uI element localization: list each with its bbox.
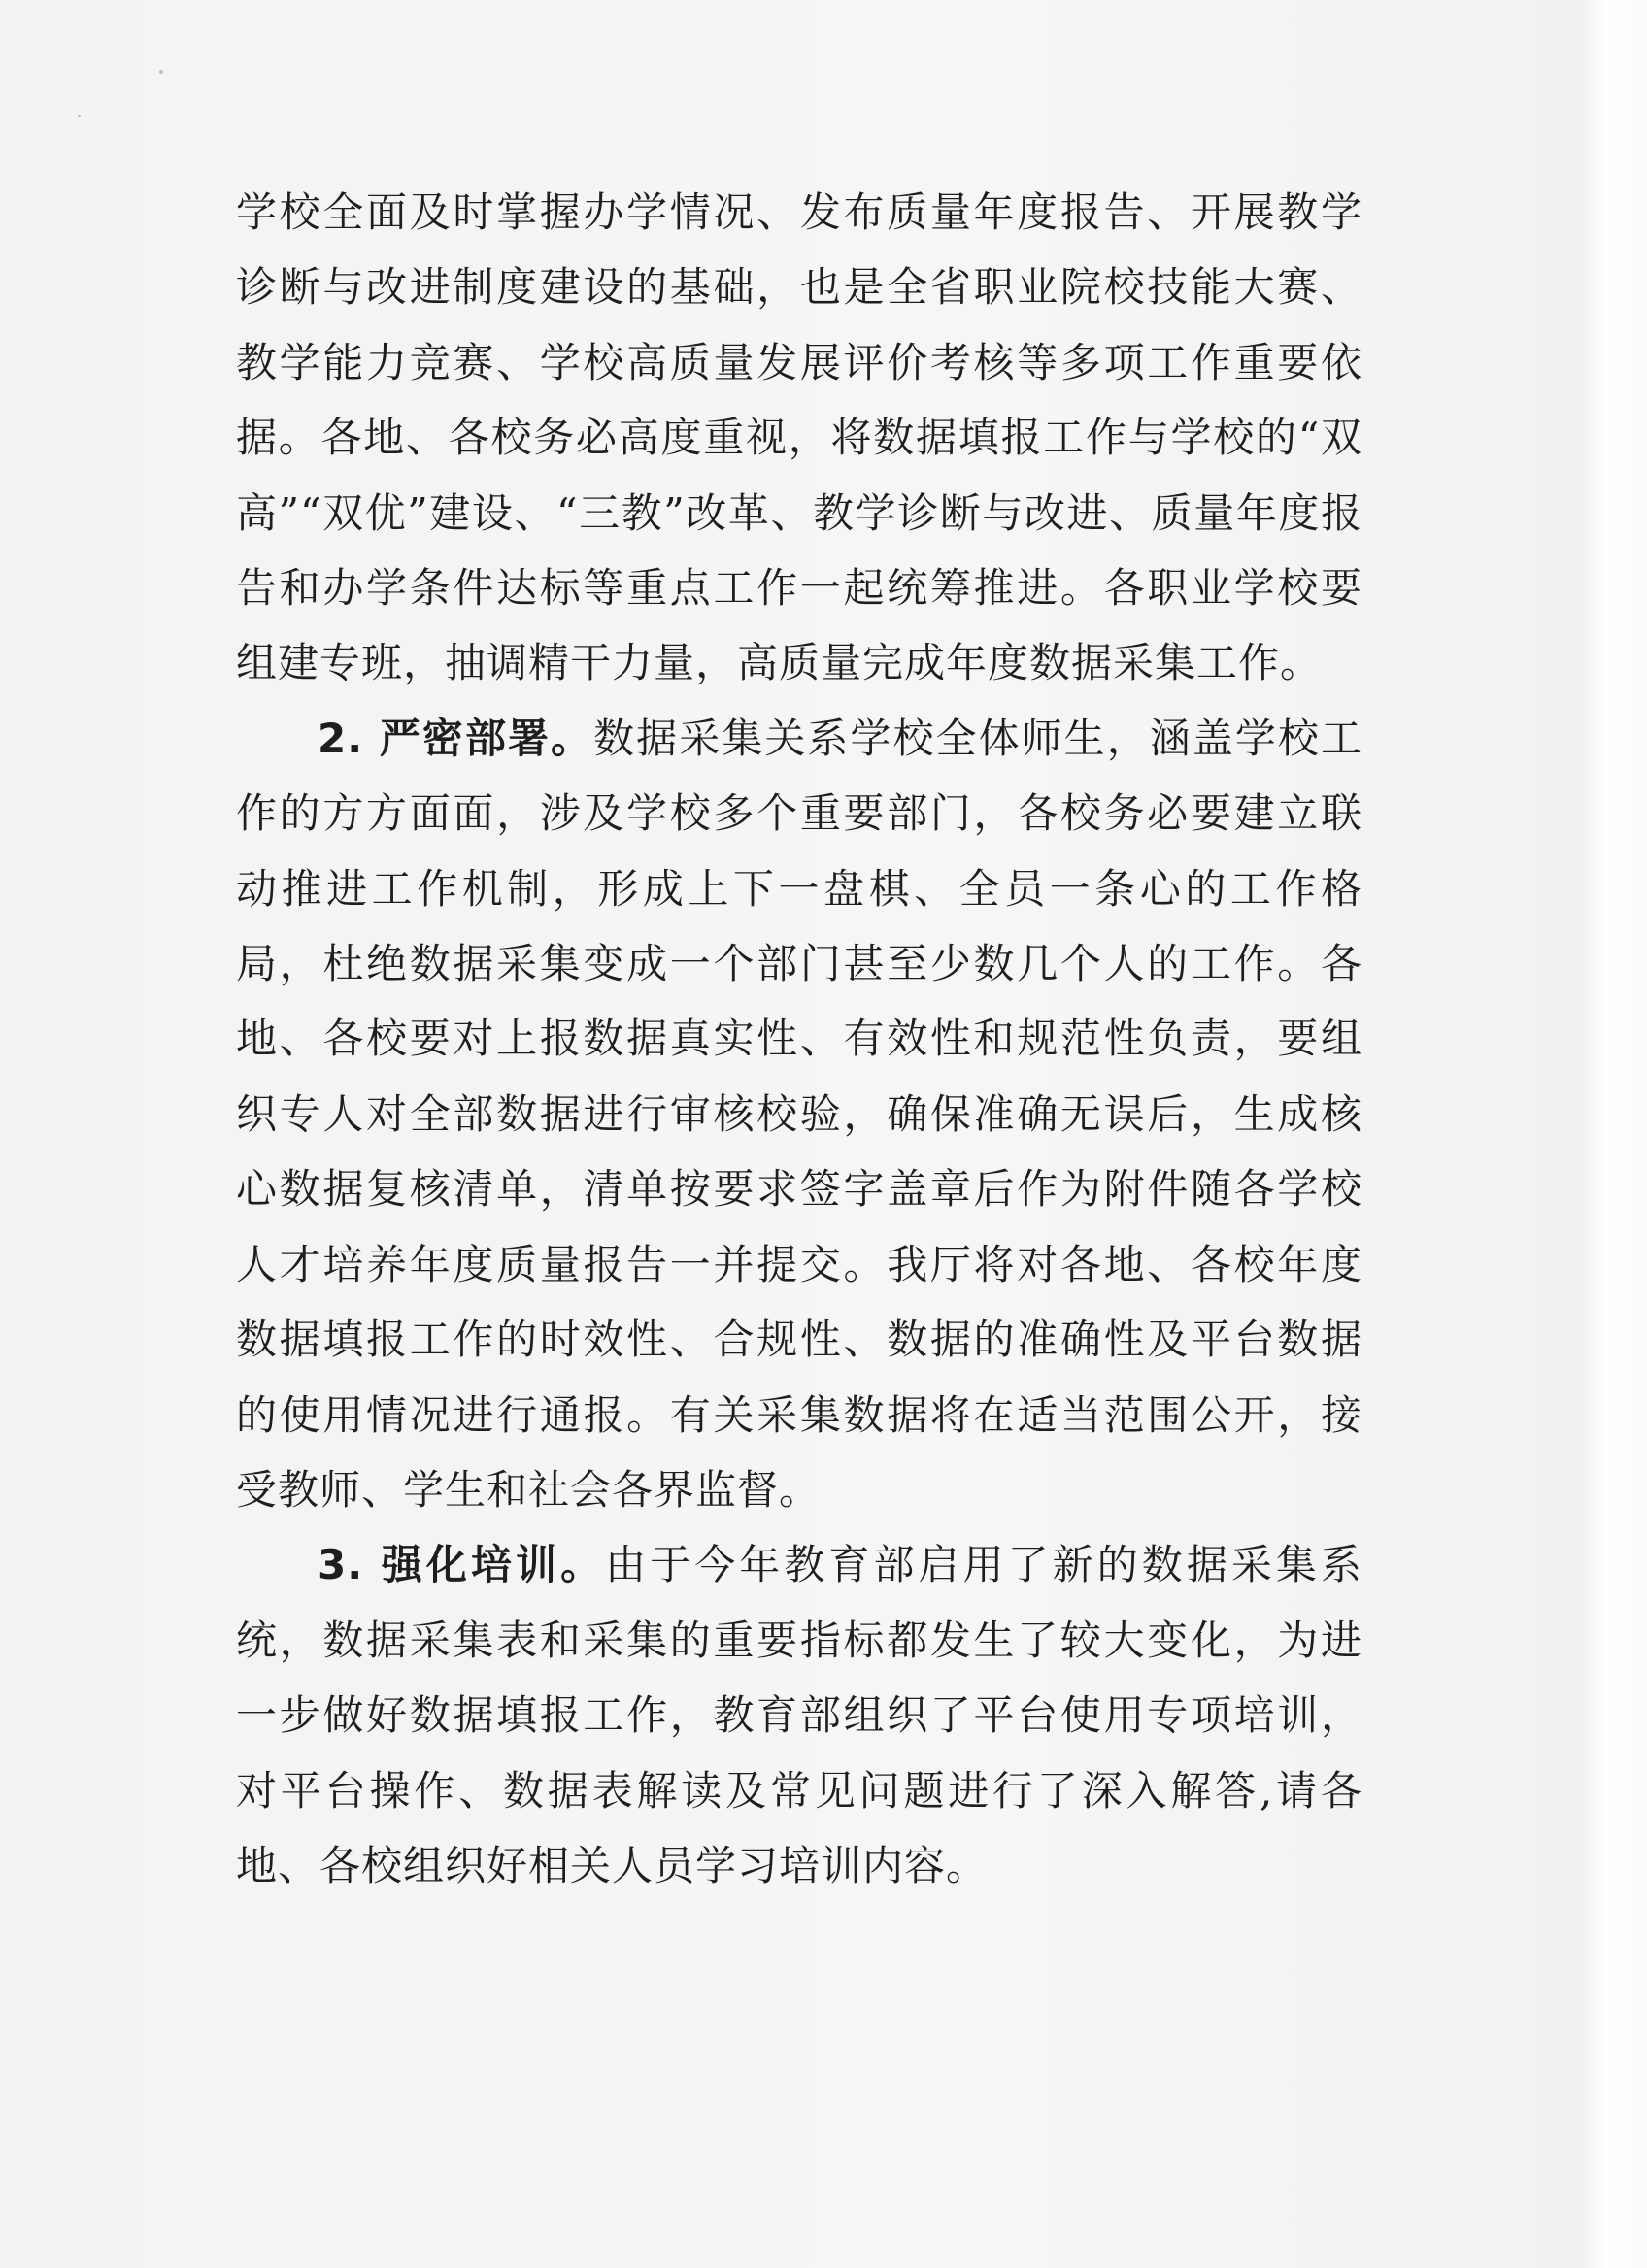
paragraph-3 [236,1527,1362,1903]
paragraph-1: 学校全面及时掌握办学情况、发布质量年度报告、开展教学诊断与改进制度建设的基础，也是全省职业院校技能大赛、教学能力竞赛、学校高质量发展评价考核等多项工作重要依据。各地、各校务必高度重视，将数据填报工作与学校的“双高”“双优”建设、“三教”改革、教学诊断与改进、质量年度报告和办学条件达标等重点工作一起统筹推进。各职业学校要组建专班，抽调精干力量，高质量完成年度数据采集工作。 [236,188,1362,687]
scan-speck [159,70,163,74]
scan-speck [78,115,81,117]
paragraph-3-text: 由于今年教育部启用了新的数据采集系统，数据采集表和采集的重要指标都发生了较大变化，为进一步做好数据填报工作，教育部组织了平台使用专项培训，对平台操作、数据表解读及常见问题进行了深入解答,请各地、各校组织好相关人员学习培训内容。 [236,1541,1362,1889]
paragraph-2 [236,701,1362,1527]
paragraph-2-text: 数据采集关系学校全体师生，涵盖学校工作的方方面面，涉及学校多个重要部门，各校务必要建立联动推进工作机制，形成上下一盘棋、全员一条心的工作格局，杜绝数据采集变成一个部门甚至少数几个人的工作。各地、各校要对上报数据真实性、有效性和规范性负责，要组织专人对全部数据进行审核校验，确保准确无误后，生成核心数据复核清单，清单按要求签字盖章后作为附件随各学校人才培养年度质量报告一并提交。我厅将对各地、各校年度数据填报工作的时效性、合规性、数据的准确性及平台数据的使用情况进行通报。有关采集数据将在适当范围公开，接受教师、学生和社会各界监督。 [236,714,1362,1514]
document-body [236,175,1362,1903]
paragraph-2-heading: 2. 严密部署。 [318,714,594,762]
paragraph-3-heading: 3. 强化培训。 [318,1541,606,1589]
